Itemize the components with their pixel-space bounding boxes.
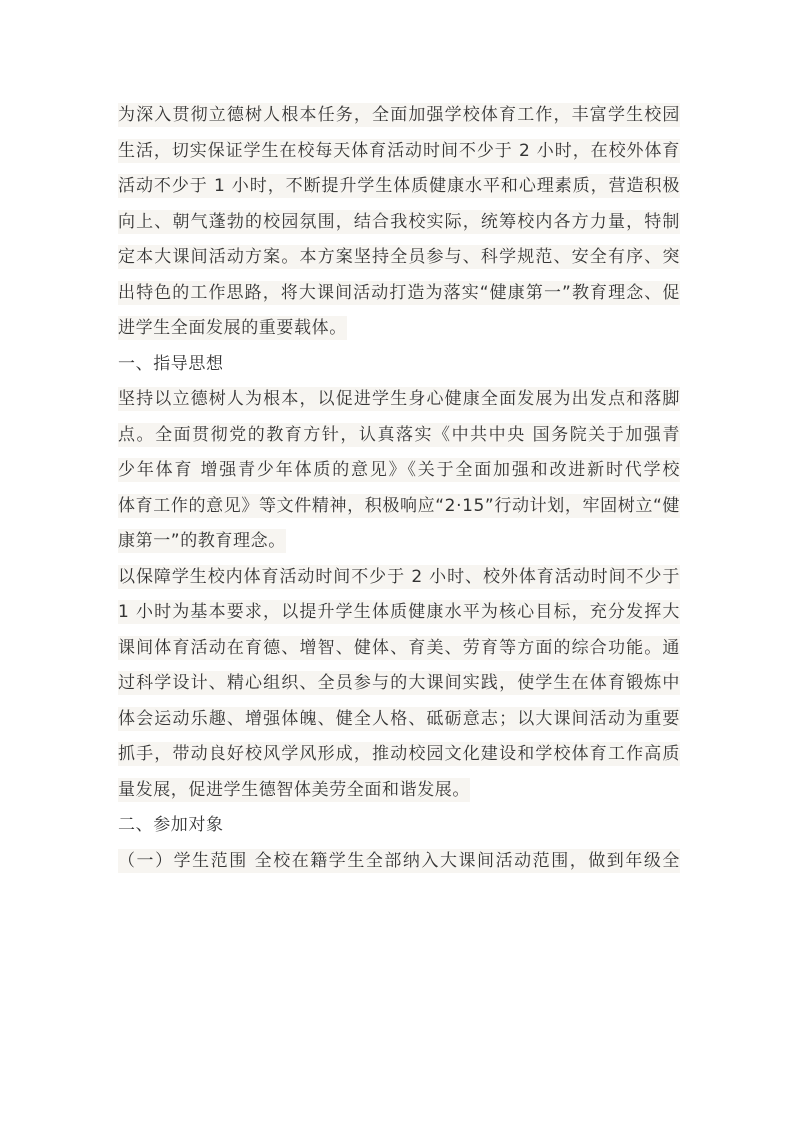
text-line: 量发展，促进学生德智体美劳全面和谐发展。 — [118, 779, 470, 800]
text-line: 活动不少于 1 小时，不断提升学生体质健康水平和心理素质，营造积极 — [118, 176, 680, 196]
heading-text: 二、参加对象 — [118, 815, 224, 835]
text-line: 进学生全面发展的重要载体。 — [118, 318, 347, 338]
text-line: 抓手，带动良好校风学风形成，推动校园文化建设和学校体育工作高质 — [118, 744, 680, 764]
goals-paragraph — [118, 560, 680, 809]
section-heading-participants — [118, 808, 680, 844]
text-line: 向上、朝气蓬勃的校园氛围，结合我校实际，统筹校内各方力量，特制 — [118, 211, 680, 232]
text-line: 生活，切实保证学生在校每天体育活动时间不少于 2 小时，在校外体育 — [118, 140, 680, 161]
text-line: 课间体育活动在育德、增智、健体、育美、劳育等方面的综合功能。通 — [118, 637, 680, 658]
guiding-thought-paragraph — [118, 382, 680, 560]
heading-text: 一、指导思想 — [118, 353, 224, 374]
text-line: 体会运动乐趣、增强体魄、健全人格、砥砺意志；以大课间活动为重要 — [118, 708, 680, 729]
text-line: （一）学生范围 全校在籍学生全部纳入大课间活动范围，做到年级全 — [118, 850, 680, 871]
text-line: 坚持以立德树人为根本，以促进学生身心健康全面发展为出发点和落脚 — [118, 389, 680, 409]
document-body — [118, 98, 680, 879]
text-line: 康第一”的教育理念。 — [118, 531, 286, 551]
text-line: 过科学设计、精心组织、全员参与的大课间实践，使学生在体育锻炼中 — [118, 673, 680, 693]
text-line: 1 小时为基本要求，以提升学生体质健康水平为核心目标，充分发挥大 — [118, 602, 680, 622]
text-line: 点。全面贯彻党的教育方针，认真落实《中共中央 国务院关于加强青 — [118, 424, 680, 445]
text-line: 出特色的工作思路，将大课间活动打造为落实“健康第一”教育理念、促 — [118, 282, 680, 303]
text-line: 定本大课间活动方案。本方案坚持全员参与、科学规范、安全有序、突 — [118, 247, 680, 267]
section-heading-guiding-thought — [118, 347, 680, 383]
text-line: 为深入贯彻立德树人根本任务，全面加强学校体育工作，丰富学生校园 — [118, 105, 680, 125]
student-scope-paragraph — [118, 844, 680, 880]
text-line: 少年体育 增强青少年体质的意见》《关于全面加强和改进新时代学校 — [118, 460, 680, 480]
intro-paragraph — [118, 98, 680, 347]
text-line: 以保障学生校内体育活动时间不少于 2 小时、校外体育活动时间不少于 — [118, 566, 680, 587]
text-line: 体育工作的意见》等文件精神，积极响应“2·15”行动计划，牢固树立“健 — [118, 495, 680, 516]
